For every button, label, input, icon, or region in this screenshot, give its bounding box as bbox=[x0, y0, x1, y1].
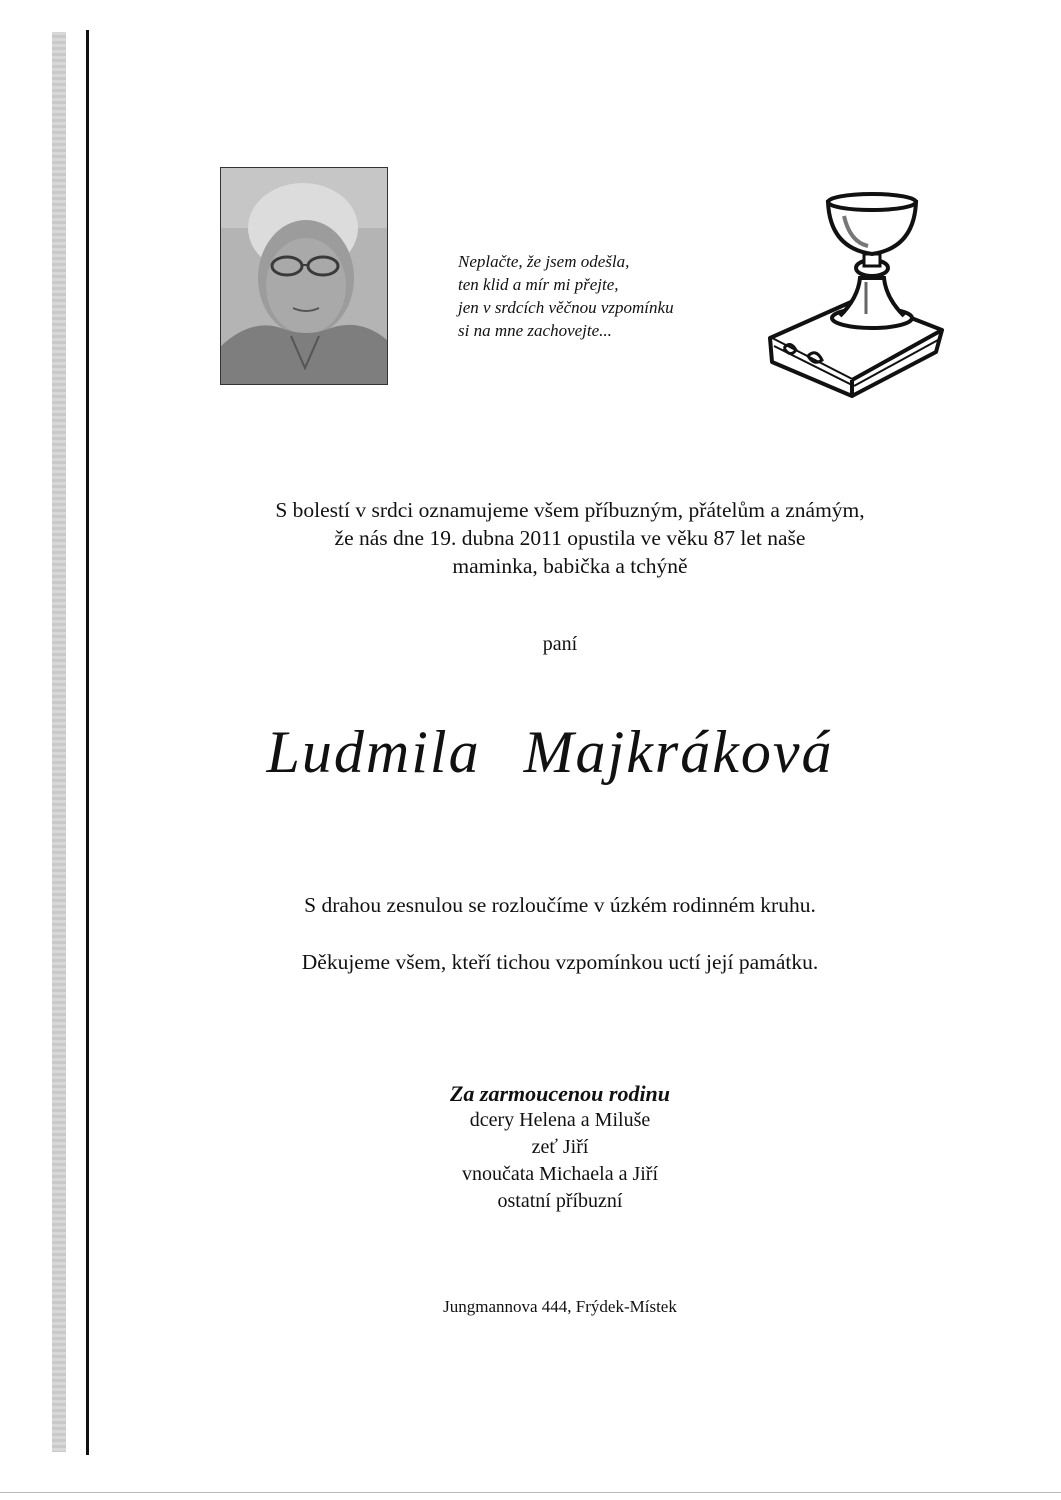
family-member: vnoučata Michaela a Jiří bbox=[461, 1163, 659, 1185]
family-member: ostatní příbuzní bbox=[497, 1190, 623, 1212]
farewell-text: S drahou zesnulou se rozloučíme v úzkém rodinném kruhu. bbox=[304, 893, 816, 917]
left-border-line bbox=[86, 30, 89, 1455]
poem-line: ten klid a mír mi přejte, bbox=[458, 275, 619, 294]
announcement-line: maminka, babička a tchýně bbox=[452, 554, 688, 578]
family-signature bbox=[260, 1080, 860, 1215]
chalice-and-book-icon bbox=[760, 190, 950, 400]
deceased-name: Ludmila Majkráková bbox=[266, 719, 834, 785]
scan-bottom-edge bbox=[0, 1492, 1061, 1493]
poem-line: Neplačte, že jsem odešla, bbox=[458, 252, 630, 271]
honorific: paní bbox=[542, 633, 578, 655]
poem-line: jen v srdcích věčnou vzpomínku bbox=[458, 298, 674, 317]
left-border-strip bbox=[52, 32, 66, 1452]
address: Jungmannova 444, Frýdek-Místek bbox=[443, 1297, 677, 1316]
family-member: zeť Jiří bbox=[531, 1136, 589, 1158]
announcement-line: že nás dne 19. dubna 2011 opustila ve věku 87 let naše bbox=[334, 526, 806, 550]
announcement-line: S bolestí v srdci oznamujeme všem příbuzným, přátelům a známým, bbox=[275, 498, 865, 522]
family-heading: Za zarmoucenou rodinu bbox=[449, 1081, 671, 1106]
portrait-photo bbox=[220, 167, 388, 385]
poem-line: si na mne zachovejte... bbox=[458, 321, 612, 340]
family-member: dcery Helena a Miluše bbox=[469, 1109, 651, 1131]
announcement-text bbox=[160, 496, 980, 580]
memorial-poem bbox=[458, 250, 758, 342]
thanks-text: Děkujeme všem, kteří tichou vzpomínkou uctí její památku. bbox=[301, 950, 819, 974]
